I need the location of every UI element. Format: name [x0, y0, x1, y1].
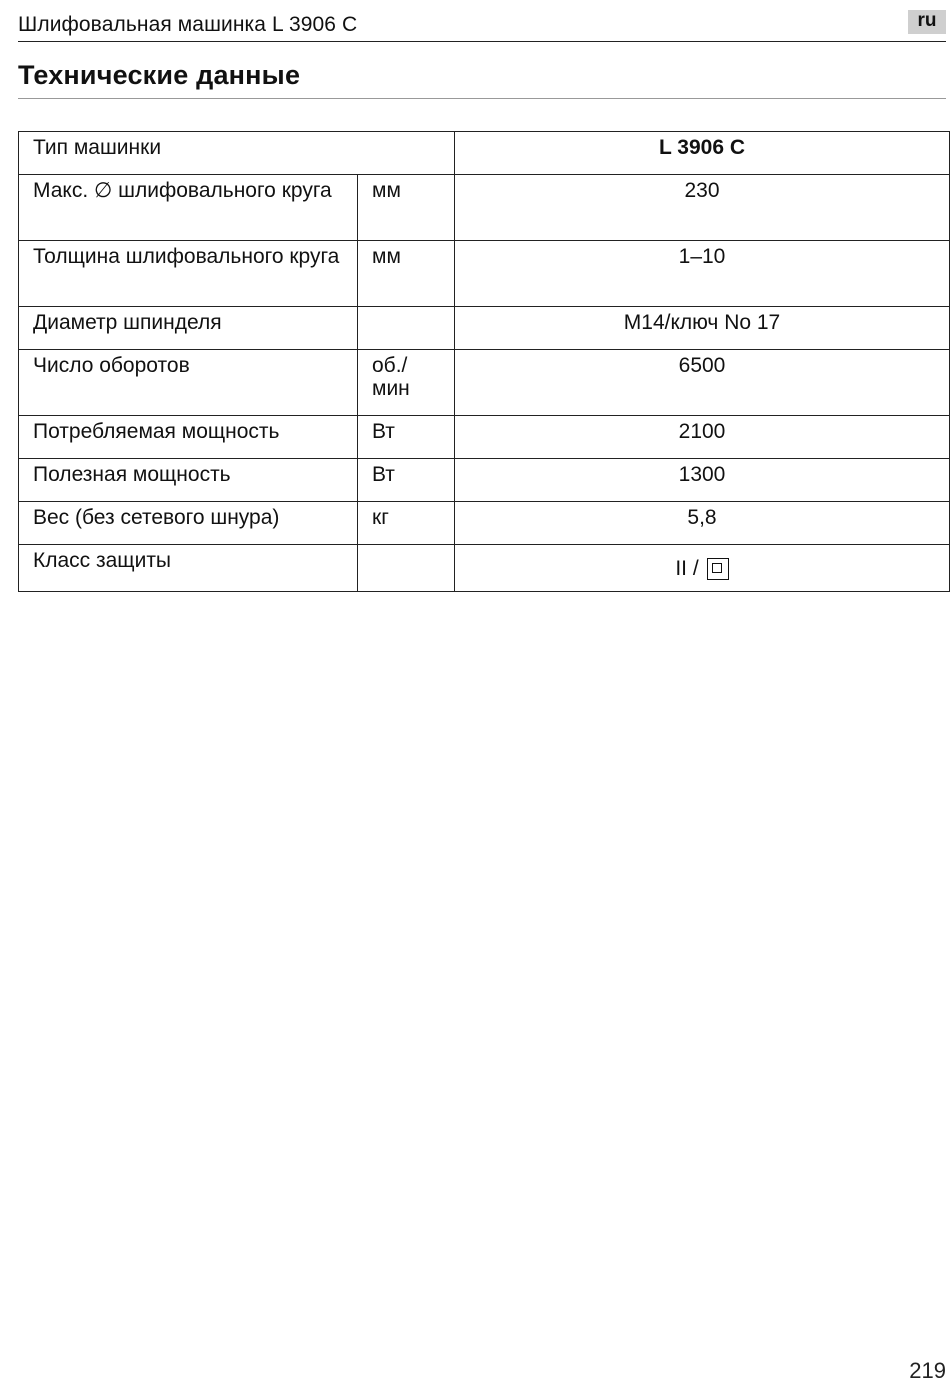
header-title: Шлифовальная машинка L 3906 C: [18, 13, 358, 36]
spec-label: Потребляемая мощность: [19, 416, 358, 459]
table-row: [19, 416, 950, 459]
spec-value: 6500: [455, 350, 950, 416]
spec-value: M14/ключ No 17: [455, 307, 950, 350]
table-row: [19, 241, 950, 307]
table-row: [19, 175, 950, 241]
machine-type-label: Тип машинки: [19, 132, 455, 175]
spec-unit: мм: [358, 175, 455, 241]
language-badge: ru: [908, 10, 946, 34]
spec-unit: Вт: [358, 416, 455, 459]
spec-value-cell: [455, 545, 950, 592]
spec-label: Вес (без сетевого шнура): [19, 502, 358, 545]
spec-value: II /: [675, 557, 699, 580]
spec-label: Толщина шлифовального круга: [19, 241, 358, 307]
spec-value: 1300: [455, 459, 950, 502]
machine-model: L 3906 C: [455, 132, 950, 175]
spec-unit: [358, 545, 455, 592]
spec-label: Диаметр шпинделя: [19, 307, 358, 350]
spec-value: 1–10: [455, 241, 950, 307]
spec-label: Число оборотов: [19, 350, 358, 416]
table-row: [19, 459, 950, 502]
spec-value: 230: [455, 175, 950, 241]
table-row: [19, 545, 950, 592]
table-header-row: [19, 132, 950, 175]
tech-data-table: [18, 131, 950, 592]
page-number: 219: [909, 1358, 946, 1383]
table-row: [19, 502, 950, 545]
spec-label: Макс. ∅ шлифовального круга: [19, 175, 358, 241]
spec-value: 5,8: [455, 502, 950, 545]
spec-unit: об./ мин: [358, 350, 455, 416]
spec-value: 2100: [455, 416, 950, 459]
spec-unit: [358, 307, 455, 350]
page-header: [18, 8, 946, 42]
spec-unit: мм: [358, 241, 455, 307]
section-divider: [18, 98, 946, 99]
spec-unit: Вт: [358, 459, 455, 502]
protection-class: [675, 557, 728, 580]
spec-unit: кг: [358, 502, 455, 545]
spec-label: Полезная мощность: [19, 459, 358, 502]
section-title: Технические данные: [18, 60, 301, 90]
double-insulation-icon: [707, 558, 729, 580]
spec-label: Класс защиты: [19, 545, 358, 592]
table-row: [19, 350, 950, 416]
table-row: [19, 307, 950, 350]
